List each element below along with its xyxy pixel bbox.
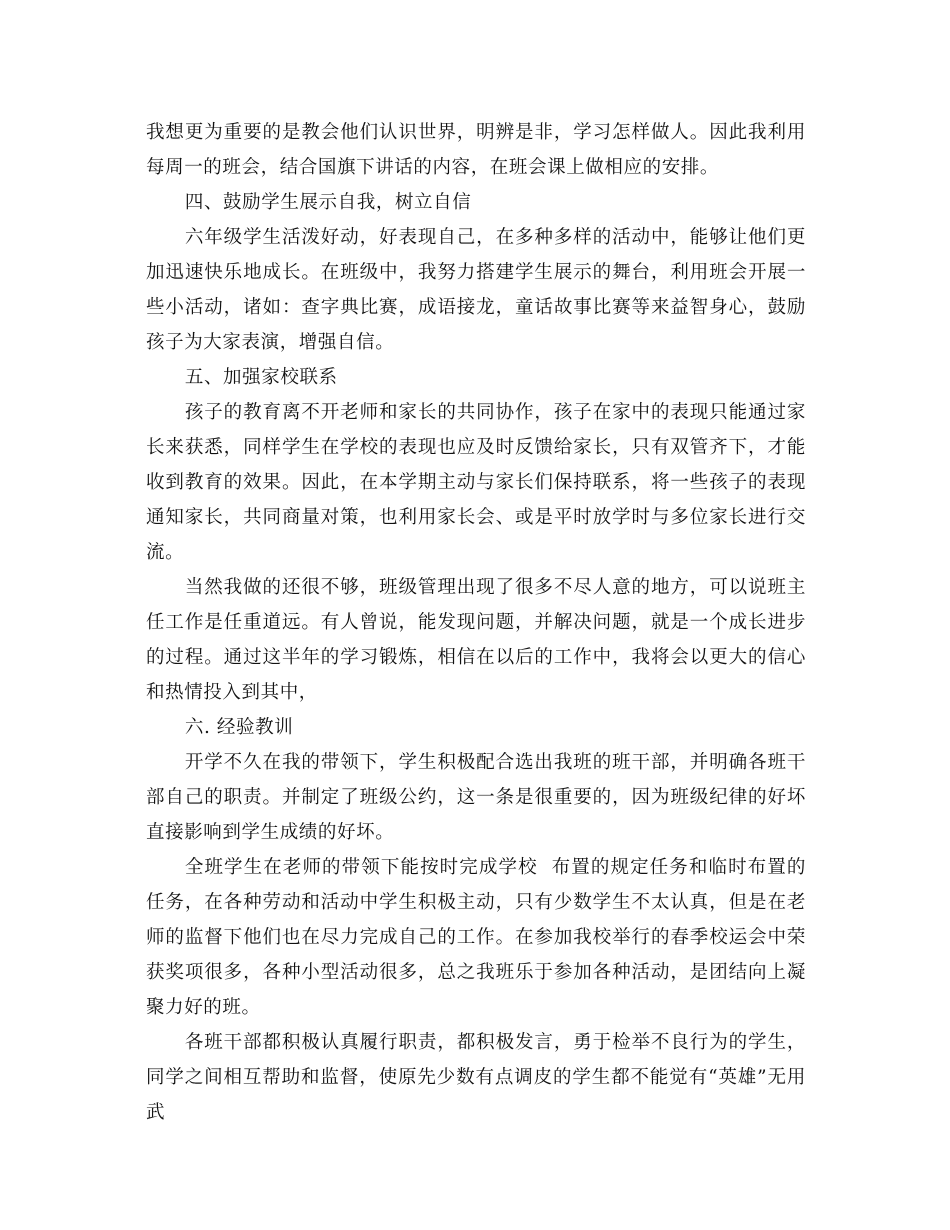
section-heading-4: 四、鼓励学生展示自我，树立自信 <box>184 192 472 213</box>
paragraph-section-5b: 当然我做的还很不够，班级管理出现了很多不尽人意的地方，可以说班主任工作是任重道远。有人曾说，能发现问题，并解决问题，就是一个成长进步的过程。通过这半年的学习锻炼，相信在以后的工作中，我将会以更大的信心和热情投入到其中， <box>146 577 806 703</box>
paragraph-section-6b: 全班学生在老师的带领下能按时完成学校 布置的规定任务和临时布置的任务，在各种劳动和活动中学生积极主动，只有少数学生不太认真，但是在老师的监督下他们也在尽力完成自己的工作。在参加我校举行的春季校运会中荣获奖项很多，各种小型活动很多，总之我班乐于参加各种活动，是团结向上凝聚力好的班。 <box>146 857 806 1018</box>
paragraph-section-5a: 孩子的教育离不开老师和家长的共同协作，孩子在家中的表现只能通过家长来获悉，同样学生在学校的表现也应及时反馈给家长，只有双管齐下，才能收到教育的效果。因此，在本学期主动与家长们保持联系，将一些孩子的表现通知家长，共同商量对策，也利用家长会、或是平时放学时与多位家长进行交流。 <box>146 402 806 563</box>
paragraph-section-6a: 开学不久在我的带领下，学生积极配合选出我班的班干部，并明确各班干部自己的职责。并制定了班级公约，这一条是很重要的，因为班级纪律的好坏直接影响到学生成绩的好坏。 <box>146 752 806 843</box>
document-body <box>146 115 806 1130</box>
section-heading-5: 五、加强家校联系 <box>184 367 338 388</box>
paragraph-continuation: 我想更为重要的是教会他们认识世界，明辨是非，学习怎样做人。因此我利用每周一的班会，结合国旗下讲话的内容，在班会课上做相应的安排。 <box>146 122 806 178</box>
paragraph-section-6c: 各班干部都积极认真履行职责，都积极发言，勇于检举不良行为的学生，同学之间相互帮助和监督，使原先少数有点调皮的学生都不能觉有“英雄”无用武 <box>146 1032 806 1123</box>
paragraph-section-4: 六年级学生活泼好动，好表现自己，在多种多样的活动中，能够让他们更加迅速快乐地成长。在班级中，我努力搭建学生展示的舞台，利用班会开展一些小活动，诸如：查字典比赛，成语接龙，童话故事比赛等来益智身心，鼓励孩子为大家表演，增强自信。 <box>146 227 806 353</box>
section-heading-6: 六. 经验教训 <box>184 717 294 738</box>
